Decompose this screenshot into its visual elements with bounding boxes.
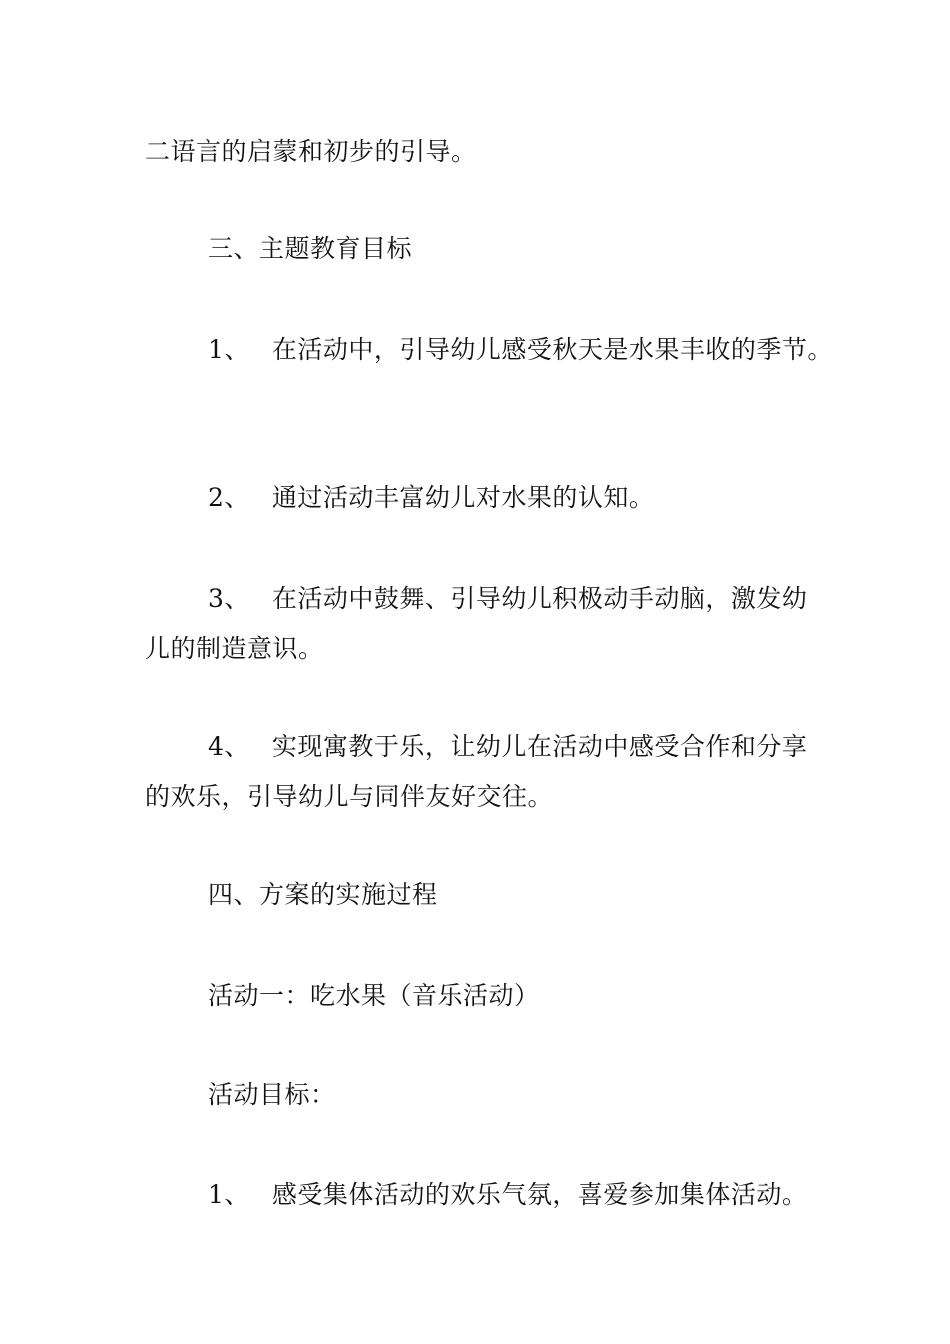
list-item xyxy=(208,583,807,615)
activity-title xyxy=(208,980,540,1012)
list-item xyxy=(208,482,654,514)
list-text: 实现寓教于乐，让幼儿在活动中感受合作和分享 xyxy=(271,732,808,761)
line-text: 儿的制造意识。 xyxy=(145,634,324,663)
section-heading xyxy=(208,879,438,911)
paragraph-line xyxy=(145,136,477,168)
list-text: 在活动中，引导幼儿感受秋天是水果丰收的季节。 xyxy=(271,335,833,364)
paragraph-line xyxy=(145,633,324,665)
heading-text: 三、主题教育目标 xyxy=(208,234,413,263)
list-number: 1、 xyxy=(208,335,250,364)
section-heading xyxy=(208,233,412,265)
line-text: 二语言的启蒙和初步的引导。 xyxy=(145,137,477,166)
list-text: 在活动中鼓舞、引导幼儿积极动手动脑，激发幼 xyxy=(271,584,808,613)
line-text: 的欢乐，引导幼儿与同伴友好交往。 xyxy=(145,782,554,811)
paragraph-line xyxy=(145,781,553,813)
heading-text: 四、方案的实施过程 xyxy=(208,880,438,909)
list-number: 1、 xyxy=(208,1180,250,1209)
list-number: 4、 xyxy=(208,732,250,761)
subheading-text: 活动目标： xyxy=(208,1080,336,1109)
list-text: 通过活动丰富幼儿对水果的认知。 xyxy=(271,483,655,512)
list-text: 感受集体活动的欢乐气氛，喜爱参加集体活动。 xyxy=(271,1180,808,1209)
list-item xyxy=(208,731,807,763)
list-item xyxy=(208,334,833,366)
subheading xyxy=(208,1079,336,1111)
list-number: 3、 xyxy=(208,584,250,613)
list-item xyxy=(208,1179,807,1211)
list-number: 2、 xyxy=(208,483,250,512)
activity-title-text: 活动一：吃水果（音乐活动） xyxy=(208,981,540,1010)
